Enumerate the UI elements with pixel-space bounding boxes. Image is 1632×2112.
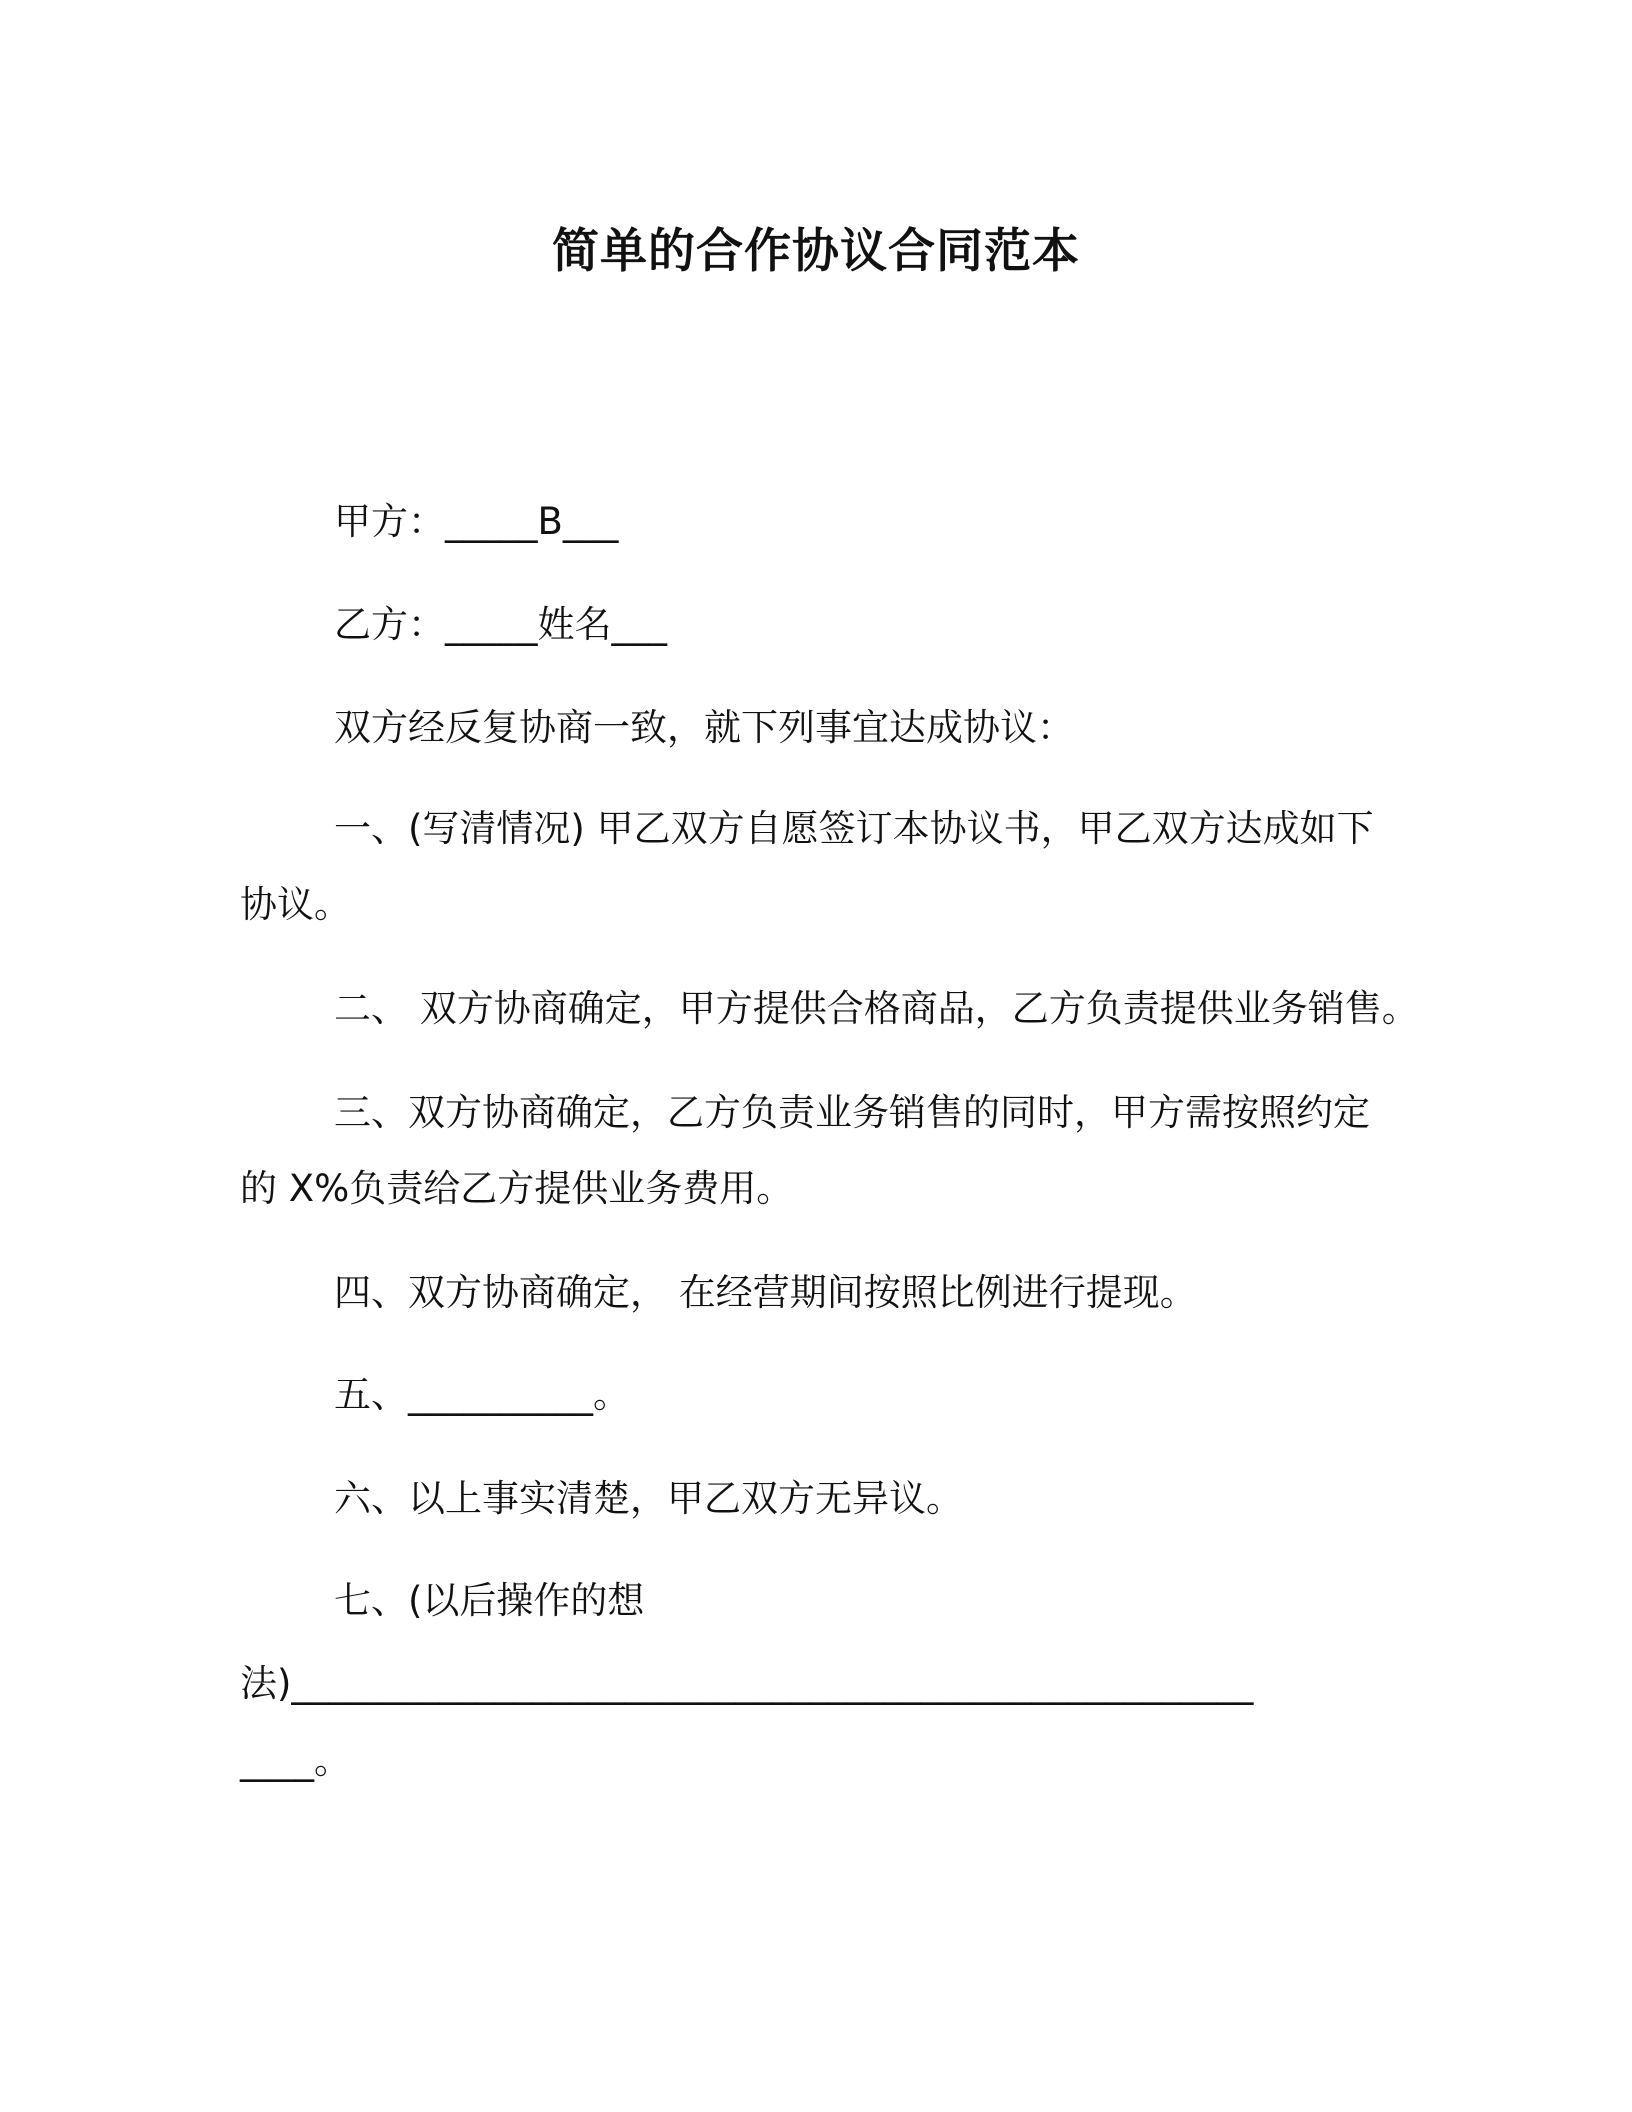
party-a-line: 甲方：_____B___ [334,500,619,543]
document-title: 简单的合作协议合同范本 [552,224,1080,279]
clause-7-line-1: 七、(以后操作的想 [334,1579,645,1622]
clause-3-line-2: 的 X%负责给乙方提供业务费用。 [240,1167,794,1210]
clause-2: 二、 双方协商确定，甲方提供合格商品，乙方负责提供业务销售。 [334,987,1419,1030]
clause-1-line-2: 协议。 [240,883,351,926]
party-b-line: 乙方：_____姓名___ [334,603,667,646]
clause-3-line-1: 三、双方协商确定，乙方负责业务销售的同时，甲方需按照约定 [334,1091,1370,1134]
clause-4: 四、双方协商确定， 在经营期间按照比例进行提现。 [334,1271,1197,1314]
clause-1-line-1: 一、(写清情况) 甲乙双方自愿签订本协议书，甲乙双方达成如下 [334,807,1374,850]
clause-5: 五、__________。 [334,1373,630,1416]
clause-6: 六、以上事实清楚，甲乙双方无异议。 [334,1477,963,1520]
clause-7-line-3: ____。 [240,1739,351,1782]
clause-7-line-2: 法)____________________________________________________ [240,1662,1254,1705]
intro-paragraph: 双方经反复协商一致，就下列事宜达成协议： [334,706,1074,749]
